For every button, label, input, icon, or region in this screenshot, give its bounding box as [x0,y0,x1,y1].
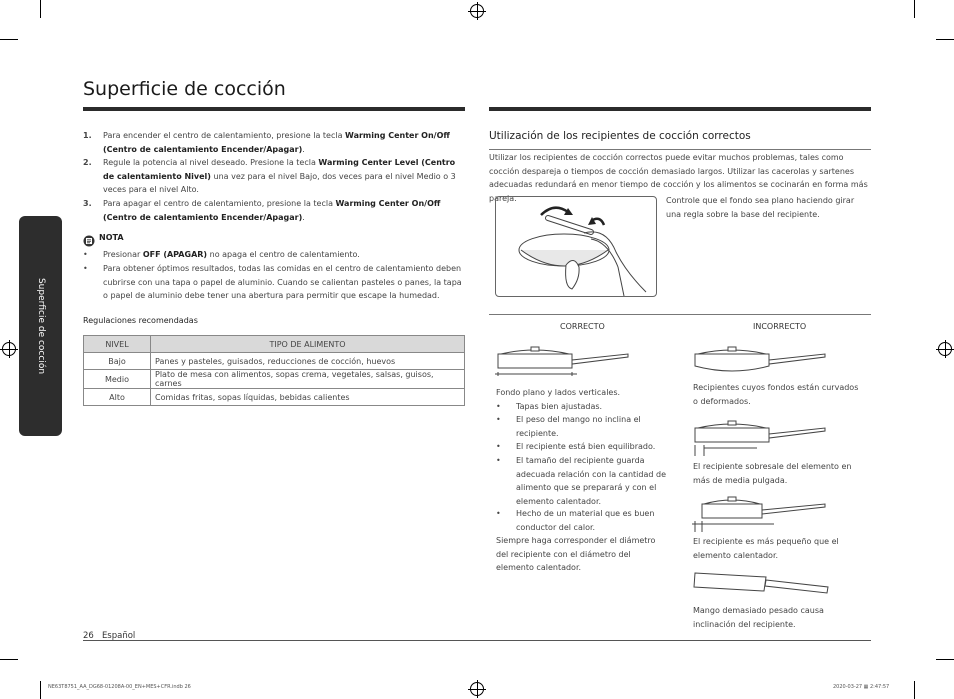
crop-mark [40,0,41,18]
crop-mark [0,659,18,660]
note-bullet: • Presionar OFF (APAGAR) no apaga el centro de calentamiento. [83,250,360,259]
list-item: • El tamaño del recipiente guarda adecuada relación con la cantidad de alimento que se preparará y con el elemento calentador. [496,456,666,506]
correct-header: CORRECTO [560,322,605,331]
list-item: • El peso del mango no inclina el recipiente. [496,415,641,438]
crop-mark [936,659,954,660]
warped-pan-illustration [692,344,828,384]
side-tab-label: Superficie de cocción [35,277,46,375]
ruler-check-illustration [495,196,657,297]
registration-mark-icon [2,342,16,356]
step-1: 1. Para encender el centro de calentamiento, presione la tecla Warming Center On/Off (Centro de calentamiento Encender/Apagar). [83,131,450,154]
side-tab [19,216,62,436]
cookware-intro: Utilizar los recipientes de cocción correctos puede evitar muchos problemas, tales como cocción despareja o tiempos de cocción demasiado largos. Utilizar las cacerolas y sartenes adecuadas redundará en menor tiempo de cocción y los alimentos se cocinarán en forma más pareja. [489,153,868,203]
page-number: 26 [83,631,94,641]
footer [83,631,135,641]
step-3: 3. Para apagar el centro de calentamiento, presione la tecla Warming Center On/Off (Centro de calentamiento Encender/Apagar). [83,199,441,222]
settings-heading: Regulaciones recomendadas [83,316,198,325]
list-item: • El recipiente está bien equilibrado. [496,442,656,451]
incorrect-text: Mango demasiado pesado causa inclinación del recipiente. [693,606,824,629]
heavy-handle-pan-illustration [692,569,832,605]
incorrect-text: El recipiente sobresale del elemento en más de media pulgada. [693,462,852,485]
list-item: • Hecho de un material que es buen conductor del calor. [496,509,655,532]
overhang-pan-illustration [692,418,828,462]
settings-table [83,335,465,406]
list-item: • Tapas bien ajustadas. [496,402,603,411]
crop-mark [914,681,915,699]
title-rule [83,107,465,111]
correct-pan-illustration [495,344,631,388]
crop-mark [40,681,41,699]
table-row: Bajo Panes y pasteles, guisados, reducciones de cocción, huevos [84,353,465,370]
footer-rule [83,640,871,641]
page-title: Superficie de cocción [83,78,286,100]
cookware-heading: Utilización de los recipientes de cocción correctos [489,130,751,142]
ruler-check-text: Controle que el fondo sea plano haciendo girar una regla sobre la base del recipiente. [666,196,855,219]
crop-mark [936,39,954,40]
note-label: NOTA [99,233,124,242]
incorrect-header: INCORRECTO [753,322,807,331]
registration-mark-icon [470,682,484,696]
registration-mark-icon [470,4,484,18]
section-rule [489,107,871,111]
print-file-info: NE63T8751_AA_DG68-01208A-00_EN+MES+CFR.indb 26 [48,684,191,690]
divider [489,149,871,150]
incorrect-text: Recipientes cuyos fondos están curvados o deformados. [693,383,859,406]
table-row: Alto Comidas fritas, sopas líquidas, bebidas calientes [84,389,465,406]
table-header: TIPO DE ALIMENTO [151,336,465,353]
footer-language: Español [101,631,136,641]
small-pan-illustration [692,492,828,538]
correct-intro: Fondo plano y lados verticales. [496,388,621,397]
registration-mark-icon [938,342,952,356]
incorrect-text: El recipiente es más pequeño que el elemento calentador. [693,537,839,560]
divider [489,314,871,315]
note-bullet: • Para obtener óptimos resultados, todas las comidas en el centro de calentamiento deben cubrirse con una tapa o papel de aluminio. Cuando se calientan pasteles o panes, la tapa o papel de aluminio debe tener una abertura para permitir que escape la humedad. [83,264,462,300]
crop-mark [914,0,915,18]
crop-mark [0,39,18,40]
table-row: Medio Plato de mesa con alimentos, sopas crema, vegetales, salsas, guisos, carnes [84,370,465,389]
print-date-info: 2020-03-27 ▦ 2:47:57 [833,684,890,690]
correct-outro: Siempre haga corresponder el diámetro del recipiente con el diámetro del elemento calentador. [496,536,656,572]
note-icon [83,232,95,244]
table-header: NIVEL [84,336,151,353]
step-2: 2. Regule la potencia al nivel deseado. Presione la tecla Warming Center Level (Centro de calentamiento Nivel) una vez para el nivel Bajo, dos veces para el nivel Medio o 3 veces para el nivel Alto. [83,158,456,194]
